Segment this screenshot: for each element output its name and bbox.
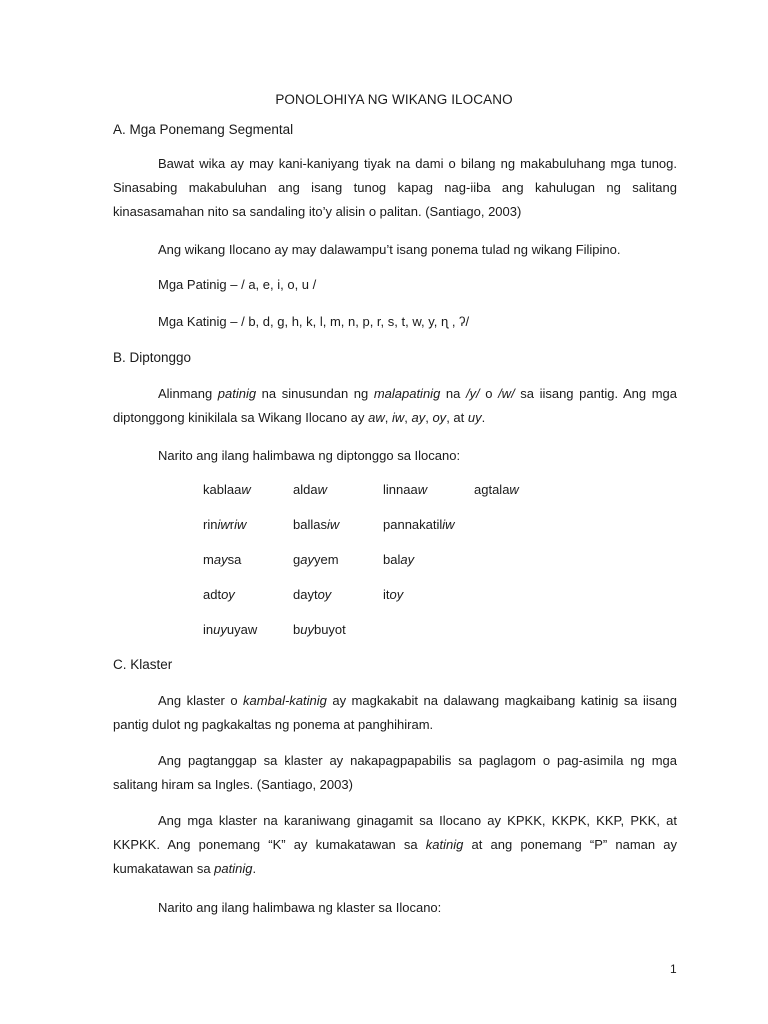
patinig-list: Mga Patinig – / a, e, i, o, u /	[158, 277, 317, 292]
example-word: kablaaw	[203, 482, 251, 497]
page-title: PONOLOHIYA NG WIKANG ILOCANO	[275, 92, 513, 107]
section-c-paragraph-3: Ang mga klaster na karaniwang ginagamit sa Ilocano ay KPKK, KKPK, KKP, PKK, at KKPKK. Ang ponemang “K” ay kumakatawan sa katinig at ang ponemang “P” naman ay kumakatawan sa patinig.	[113, 813, 677, 876]
example-word: ballasiw	[293, 517, 340, 532]
section-a-paragraph-2: Ang wikang Ilocano ay may dalawampu’t isang ponema tulad ng wikang Filipino.	[158, 242, 621, 257]
example-word: pannakatiliw	[383, 517, 455, 532]
example-row-3	[203, 552, 603, 572]
example-word: balay	[383, 552, 415, 567]
example-row-1	[203, 482, 603, 502]
section-c-paragraph-1: Ang klaster o kambal-katinig ay magkakabit na dalawang magkaibang katinig sa iisang pantig dulot ng pagkakaltas ng ponema at panghihiram.	[113, 693, 677, 732]
example-row-5	[203, 622, 603, 642]
section-b-heading: B. Diptonggo	[113, 350, 192, 365]
section-c-intro: Narito ang ilang halimbawa ng klaster sa Ilocano:	[158, 900, 442, 915]
example-word: buybuyot	[293, 622, 346, 637]
example-word: inuyuyaw	[203, 622, 258, 637]
example-word: maysa	[203, 552, 242, 567]
example-word: aldaw	[293, 482, 327, 497]
example-word: riniwriw	[203, 517, 247, 532]
section-c-paragraph-2: Ang pagtanggap sa klaster ay nakapagpapabilis sa paglagom o pag-asimila ng mga salitang hiram sa Ingles. (Santiago, 2003)	[113, 753, 677, 792]
section-a-heading: A. Mga Ponemang Segmental	[113, 122, 294, 137]
example-word: adtoy	[203, 587, 235, 602]
section-b-paragraph-1: Alinmang patinig na sinusundan ng malapatinig na /y/ o /w/ sa iisang pantig. Ang mga diptonggong kinikilala sa Wikang Ilocano ay aw, iw, ay, oy, at uy.	[113, 386, 677, 425]
section-b-intro: Narito ang ilang halimbawa ng diptonggo sa Ilocano:	[158, 448, 461, 463]
katinig-list: Mga Katinig – / b, d, g, h, k, l, m, n, p, r, s, t, w, y, ɳ , ʔ/	[158, 314, 470, 329]
example-word: itoy	[383, 587, 404, 602]
example-word: linnaaw	[383, 482, 428, 497]
section-a-paragraph-1: Bawat wika ay may kani-kaniyang tiyak na dami o bilang ng makabuluhang mga tunog. Sinasabing makabuluhan ang isang tunog kapag nag-iiba ang kahulugan ng salitang kinasasamahan nito sa sandaling ito’y alisin o palitan. (Santiago, 2003)	[113, 156, 677, 219]
example-row-2	[203, 517, 603, 537]
example-word: daytoy	[293, 587, 332, 602]
example-word: gayyem	[293, 552, 339, 567]
page-number: 1	[670, 962, 677, 976]
section-c-heading: C. Klaster	[113, 657, 173, 672]
example-row-4	[203, 587, 603, 607]
example-word: agtalaw	[474, 482, 519, 497]
